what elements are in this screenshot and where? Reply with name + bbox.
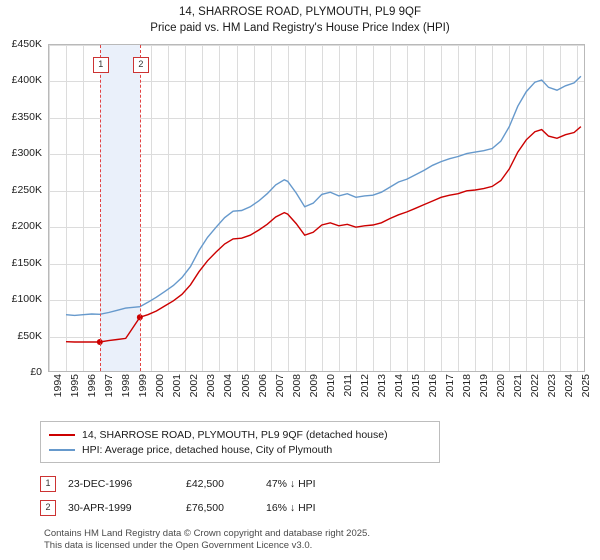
event-marker-2: 2 [40, 500, 56, 516]
footer-line-2: This data is licensed under the Open Government Licence v3.0. [44, 540, 313, 551]
x-tick-label: 1997 [103, 374, 116, 398]
x-tick-label: 2000 [154, 374, 167, 398]
x-tick-label: 1998 [120, 374, 133, 398]
x-tick-label: 2018 [461, 374, 474, 398]
x-tick-label: 1995 [69, 374, 82, 398]
table-row [40, 472, 460, 496]
x-tick-label: 1999 [137, 374, 150, 398]
y-axis-labels [0, 38, 46, 378]
x-tick-label: 2020 [495, 374, 508, 398]
x-tick-label: 2001 [171, 374, 184, 398]
event-line-1 [100, 45, 102, 371]
x-tick-label: 2012 [358, 374, 371, 398]
x-tick-label: 2007 [273, 374, 286, 398]
y-tick-label: £200K [11, 220, 42, 233]
y-tick-label: £300K [11, 147, 42, 160]
table-row [40, 496, 460, 520]
y-tick-label: £0 [30, 366, 42, 378]
event-delta-2: 16% ↓ HPI [266, 502, 316, 514]
series-line-1 [66, 127, 581, 342]
legend-swatch-property [49, 434, 75, 436]
chart-legend [40, 421, 440, 463]
x-tick-label: 2015 [410, 374, 422, 398]
event-date-1: 23-DEC-1996 [68, 478, 133, 490]
x-tick-label: 2009 [307, 374, 320, 398]
x-tick-label: 2021 [512, 374, 525, 398]
event-marker-1: 1 [40, 476, 56, 492]
y-tick-label: £250K [11, 183, 42, 196]
x-tick-label: 2019 [478, 374, 491, 398]
footer-attribution [44, 528, 584, 552]
series-line-0 [66, 76, 581, 315]
x-tick-label: 2008 [290, 374, 303, 398]
x-tick-label: 2022 [529, 374, 542, 398]
event-price-2: £76,500 [186, 502, 224, 514]
event-delta-1: 47% ↓ HPI [266, 478, 316, 490]
title-line-1: 14, SHARROSE ROAD, PLYMOUTH, PL9 9QF [179, 6, 421, 18]
plot-area [48, 44, 585, 372]
y-tick-label: £450K [11, 38, 42, 50]
legend-label-property: 14, SHARROSE ROAD, PLYMOUTH, PL9 9QF (detached house) [82, 428, 388, 441]
legend-label-hpi: HPI: Average price, detached house, City of Plymouth [82, 443, 333, 456]
event-badge-2: 2 [133, 57, 149, 73]
event-date-2: 30-APR-1999 [68, 502, 132, 514]
x-tick-label: 2002 [188, 374, 201, 398]
x-tick-label: 2004 [222, 374, 235, 398]
x-tick-label: 2005 [239, 374, 252, 398]
title-line-2: Price paid vs. HM Land Registry's House Price Index (HPI) [150, 22, 450, 34]
x-tick-label: 2003 [205, 374, 218, 398]
footer-line-1: Contains HM Land Registry data © Crown copyright and database right 2025. [44, 528, 370, 539]
event-line-2 [140, 45, 142, 371]
legend-swatch-hpi [49, 449, 75, 451]
x-tick-label: 2006 [256, 374, 269, 398]
x-tick-label: 2013 [375, 374, 388, 398]
x-tick-label: 1996 [86, 374, 99, 398]
x-tick-label: 2014 [392, 374, 405, 398]
y-tick-label: £350K [11, 110, 42, 123]
x-tick-label: 1994 [52, 374, 64, 398]
x-axis-labels [48, 374, 593, 414]
x-tick-label: 2016 [427, 374, 440, 398]
y-tick-label: £50K [17, 329, 42, 342]
event-price-1: £42,500 [186, 478, 224, 490]
page-title [0, 4, 600, 36]
x-tick-label: 2011 [341, 374, 354, 397]
x-tick-label: 2025 [580, 374, 593, 398]
plot-canvas [48, 44, 585, 372]
y-tick-label: £100K [11, 293, 42, 306]
event-badge-1: 1 [93, 57, 109, 73]
x-tick-label: 2010 [324, 374, 337, 398]
y-tick-label: £400K [11, 74, 42, 87]
x-tick-label: 2024 [563, 374, 576, 398]
legend-item-hpi [49, 442, 431, 457]
x-tick-label: 2017 [444, 374, 457, 398]
legend-item-property [49, 427, 431, 442]
series-layer [49, 45, 585, 372]
y-tick-label: £150K [11, 256, 42, 269]
x-tick-label: 2023 [546, 374, 559, 398]
transactions-table [40, 472, 460, 520]
